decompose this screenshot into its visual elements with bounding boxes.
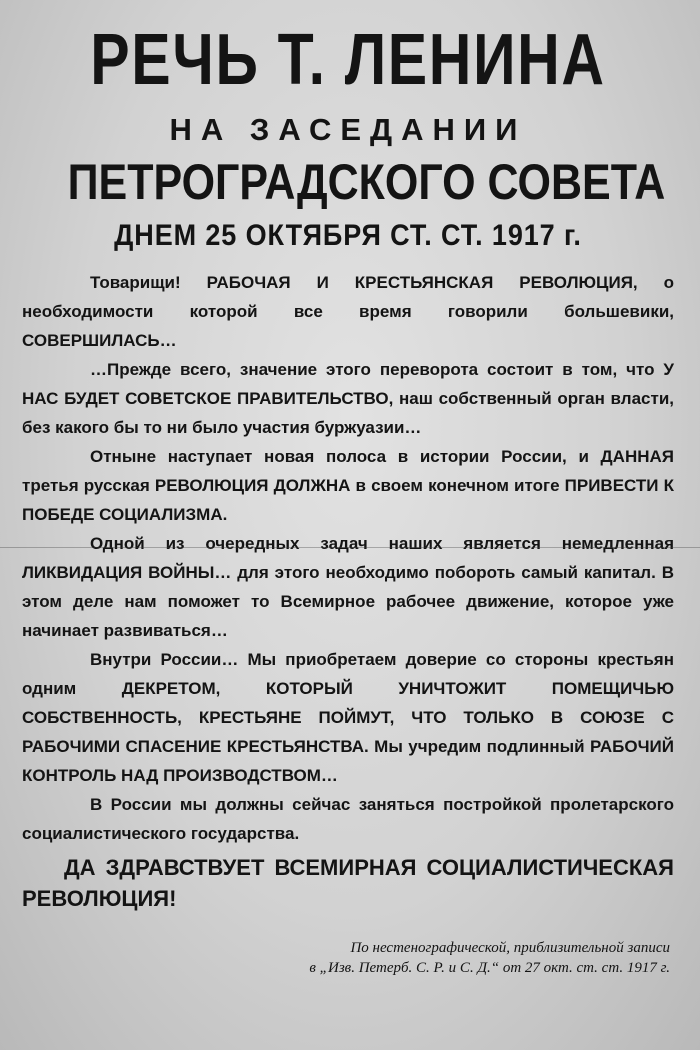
poster-date: ДНЕМ 25 ОКТЯБРЯ СТ. СТ. 1917 г. [114,219,582,252]
source-note-line: в „Изв. Петерб. С. Р. и С. Д.“ от 27 окт. ст. ст. 1917 г. [309,960,670,976]
poster-title: РЕЧЬ Т. ЛЕНИНА [90,20,606,100]
poster-subtitle-meeting: НА ЗАСЕДАНИИ [169,112,527,147]
source-note-line: По нестенографической, приблизительной записи [350,940,670,956]
speech-paragraph: Внутри России… Мы приобретаем доверие со стороны крестьян одним ДЕКРЕТОМ, КОТОРЫЙ УНИЧТОЖИТ ПОМЕЩИЧЬЮ СОБСТВЕННОСТЬ, КРЕСТЬЯНЕ ПОЙМУТ, ЧТО ТОЛЬКО В СОЮЗЕ С РАБОЧИМИ СПАСЕНИЕ КРЕСТЬЯНСТВА. Мы учредим подлинный РАБОЧИЙ КОНТРОЛЬ НАД ПРОИЗВОДСТВОМ… [22,650,674,785]
speech-paragraph: В России мы должны сейчас заняться постройкой пролетарского социалистического государства. [22,795,674,843]
poster-subtitle-council: ПЕТРОГРАДСКОГО СОВЕТА [67,154,666,210]
speech-paragraph: Товарищи! РАБОЧАЯ И КРЕСТЬЯНСКАЯ РЕВОЛЮЦИЯ, о необходимости которой все время говорили большевики, СОВЕРШИЛАСЬ… [22,273,674,350]
source-note [22,938,670,978]
speech-body [22,268,674,848]
speech-paragraph: …Прежде всего, значение этого переворота состоит в том, что У НАС БУДЕТ СОВЕТСКОЕ ПРАВИТЕЛЬСТВО, наш собственный орган власти, без какого бы то ни было участия буржуазии… [22,360,674,437]
closing-slogan: ДА ЗДРАВСТВУЕТ ВСЕМИРНАЯ СОЦИАЛИСТИЧЕСКАЯ РЕВОЛЮЦИЯ! [22,855,674,911]
speech-paragraph: Одной из очередных задач наших является немедленная ЛИКВИДАЦИЯ ВОЙНЫ… для этого необходимо побороть самый капитал. В этом деле нам поможет то Всемирное рабочее движение, которое уже начинает развиваться… [22,534,674,640]
film-scratch [0,547,700,548]
speech-paragraph: Отныне наступает новая полоса в истории России, и ДАННАЯ третья русская РЕВОЛЮЦИЯ ДОЛЖНА в своем конечном итоге ПРИВЕСТИ К ПОБЕДЕ СОЦИАЛИЗМА. [22,447,674,524]
